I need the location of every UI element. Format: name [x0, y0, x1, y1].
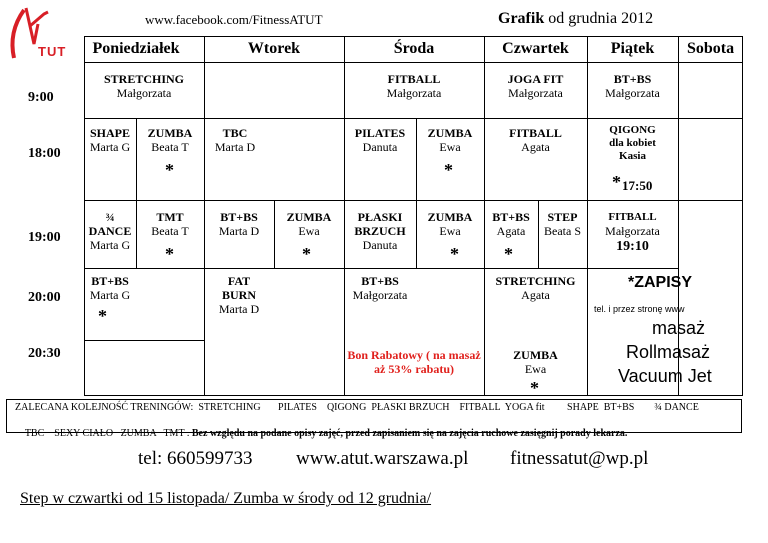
class-instructor: Beata T [151, 140, 189, 154]
star-mark: * [165, 160, 174, 180]
class-title: BT+BS [361, 274, 399, 288]
class-title: FITBALL [509, 126, 562, 140]
class-instructor: Agata [521, 288, 550, 302]
time-label: 18:00 [28, 146, 61, 161]
class-instructor: Marta D [218, 224, 260, 238]
class-instructor: Ewa [439, 140, 461, 154]
class-instructor: Danuta [362, 238, 398, 252]
class-cell [344, 210, 416, 252]
star-mark: * [98, 306, 107, 326]
class-title: ¾ DANCE [88, 210, 132, 238]
class-title: STRETCHING [103, 72, 185, 86]
class-cell [274, 210, 344, 238]
atut-logo [4, 4, 84, 68]
contact-email[interactable]: fitnessatut@wp.pl [510, 448, 649, 469]
class-cell [344, 274, 416, 302]
class-instructor: Małgorzata [605, 224, 660, 238]
class-cell [84, 274, 136, 302]
grafik-date: od grudnia 2012 [548, 10, 654, 27]
time-label: 20:30 [28, 346, 61, 361]
class-instructor: Beata T [151, 224, 189, 238]
class-cell [344, 126, 416, 154]
class-instructor: Marta G [89, 140, 131, 154]
star-mark: * [450, 244, 459, 264]
grafik-label: Grafik [498, 10, 545, 27]
star-mark: * [612, 172, 621, 192]
zapisy-subtitle: tel. i przez stronę www [594, 304, 685, 314]
class-title: PŁASKI BRZUCH [354, 210, 406, 238]
class-title: BT+BS [91, 274, 129, 288]
class-title: STRETCHING [495, 274, 576, 288]
day-wednesday: Środa [393, 40, 435, 57]
service-rollmasaz: Rollmasaż [626, 342, 711, 362]
day-tuesday: Wtorek [247, 40, 301, 57]
class-cell [484, 348, 587, 376]
class-title: ZUMBA [147, 126, 193, 140]
class-instructor: Agata [496, 224, 526, 238]
class-cell [416, 210, 484, 238]
class-instructor: Małgorzata [508, 86, 563, 100]
class-cell [484, 126, 587, 154]
class-cell [416, 126, 484, 154]
class-cell [204, 274, 274, 316]
class-cell [484, 210, 538, 238]
logo-text: TUT [38, 44, 67, 59]
class-cell [84, 210, 136, 252]
class-instructor: Ewa [439, 224, 461, 238]
grid-line [84, 200, 743, 201]
class-instructor: Marta G [89, 288, 131, 302]
training-order-note [6, 399, 742, 439]
star-mark: * [530, 378, 539, 398]
contact-website[interactable]: www.atut.warszawa.pl [296, 448, 469, 469]
grid-line [84, 268, 678, 269]
class-title: FITBALL [608, 211, 657, 223]
class-title: ZUMBA [286, 210, 332, 224]
class-subtitle: dla kobiet [609, 137, 656, 149]
class-instructor: Ewa [298, 224, 320, 238]
zapisy-title: *ZAPISY [628, 274, 693, 291]
star-mark: * [444, 160, 453, 180]
day-friday: Piątek [610, 40, 655, 57]
class-cell [587, 124, 678, 163]
class-instructor: Ewa [524, 362, 547, 376]
time-label: 19:00 [28, 230, 61, 245]
class-title: ZUMBA [427, 126, 473, 140]
class-cell [84, 126, 136, 154]
class-cell [136, 210, 204, 238]
class-title: FITBALL [387, 72, 441, 86]
class-instructor: Kasia [619, 150, 646, 162]
class-cell [587, 72, 678, 100]
class-title: BT+BS [220, 210, 258, 224]
schedule-title [498, 10, 653, 28]
class-title: FAT BURN [221, 274, 256, 302]
class-title: BT+BS [613, 72, 652, 86]
class-cell [484, 274, 587, 302]
class-title: SHAPE [89, 126, 130, 140]
service-masaz: masaż [652, 318, 706, 338]
class-cell [587, 210, 678, 255]
class-title: PILATES [354, 126, 406, 140]
class-instructor: Marta D [218, 302, 260, 316]
class-cell [344, 72, 484, 100]
class-instructor: Małgorzata [605, 86, 660, 100]
note-line-2a: TBC SEXY CIAŁO ZUMBA TMT . [24, 428, 192, 439]
time-label: 20:00 [28, 290, 61, 305]
service-vacuum: Vacuum Jet [618, 366, 712, 386]
class-instructor: Beata S [544, 224, 581, 238]
class-time: 17:50 [622, 178, 653, 193]
class-cell [204, 210, 274, 238]
day-saturday: Sobota [686, 40, 735, 57]
class-instructor: Małgorzata [116, 86, 172, 100]
class-instructor: Agata [521, 140, 550, 154]
class-instructor: Małgorzata [386, 86, 442, 100]
note-line-1: ZALECANA KOLEJNOŚĆ TRENINGÓW: STRETCHING PILATES QIGONG PŁASKI BRZUCH FITBALL YOGA fit SHAPE BT+BS ¾ DANCE [15, 402, 699, 413]
grid-line [84, 62, 743, 63]
promo-text: Bon Rabatowy ( na masaż aż 53% rabatu) [347, 348, 481, 376]
footer-note: Step w czwartki od 15 listopada/ Zumba w środy od 12 grudnia/ [20, 490, 432, 507]
class-title: ZUMBA [427, 210, 473, 224]
class-cell [538, 210, 587, 238]
class-instructor: Marta D [214, 140, 256, 154]
grid-line [84, 340, 204, 341]
class-instructor: Małgorzata [352, 288, 408, 302]
class-cell [84, 72, 204, 100]
day-thursday: Czwartek [502, 40, 569, 57]
class-cell [136, 126, 204, 154]
class-title: QIGONG [609, 124, 656, 136]
contact-phone: tel: 660599733 [138, 448, 253, 469]
grid-line [84, 118, 743, 119]
time-label: 9:00 [28, 90, 54, 105]
class-title: ZUMBA [513, 348, 558, 362]
class-instructor: Marta G [89, 238, 131, 252]
class-title: JOGA FIT [507, 72, 564, 86]
class-time: 19:10 [616, 239, 649, 254]
star-mark: * [165, 244, 174, 264]
facebook-url: www.facebook.com/FitnessATUT [145, 12, 323, 27]
class-cell [204, 126, 266, 154]
day-monday: Poniedziałek [92, 40, 180, 57]
note-warning: Bez względu na podane opisy zajęć, przed zapisaniem się na zajęcia ruchowe zasięgnij porady lekarza. [191, 428, 628, 439]
class-title: BT+BS [492, 210, 530, 224]
star-mark: * [504, 244, 513, 264]
class-cell [484, 72, 587, 100]
class-title: TBC [222, 126, 248, 140]
star-mark: * [302, 244, 311, 264]
class-title: STEP [547, 210, 578, 224]
class-title: TMT [156, 210, 184, 224]
class-instructor: Danuta [362, 140, 398, 154]
